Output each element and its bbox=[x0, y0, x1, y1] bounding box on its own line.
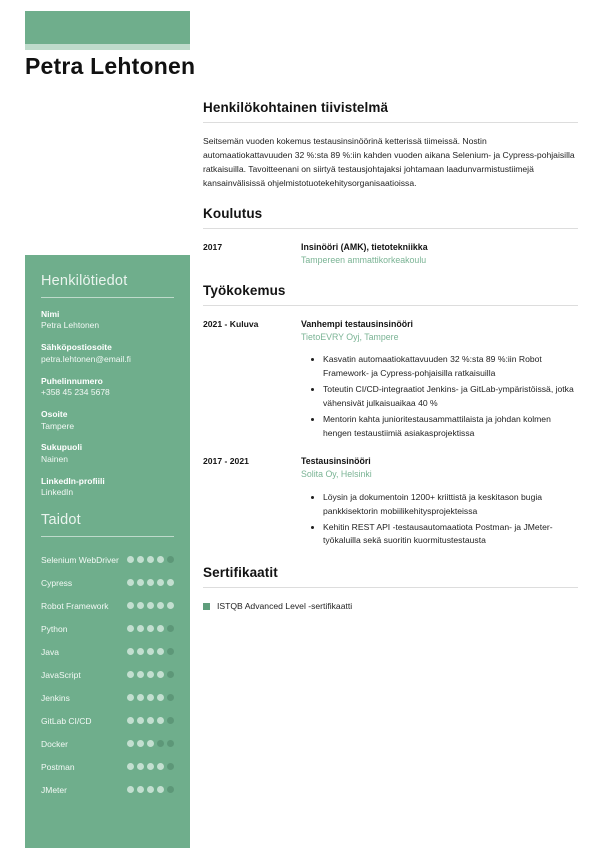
rating-dot-empty bbox=[167, 740, 174, 747]
rating-dot-filled bbox=[127, 694, 134, 701]
skill-name: Selenium WebDriver bbox=[41, 554, 119, 565]
skill-name: JMeter bbox=[41, 784, 67, 795]
sidebar bbox=[25, 255, 190, 848]
certificate-row bbox=[203, 600, 578, 613]
skill-row bbox=[41, 594, 174, 617]
skill-name: Docker bbox=[41, 738, 68, 749]
section-title-summary: Henkilökohtainen tiivistelmä bbox=[203, 100, 389, 115]
section-divider bbox=[203, 305, 578, 306]
experience-bullet: • Kasvatin automaatiokattavuuden 32 %:sta 89 %:iin Robot Framework- ja Cypress-pohjaisilla ratkaisuilla bbox=[323, 353, 578, 381]
rating-dot-filled bbox=[137, 556, 144, 563]
rating-dot-empty bbox=[167, 694, 174, 701]
detail-label: Osoite bbox=[41, 409, 68, 420]
rating-dot-filled bbox=[147, 740, 154, 747]
rating-dot-filled bbox=[127, 579, 134, 586]
skill-rating-dots bbox=[127, 648, 174, 655]
rating-dot-filled bbox=[157, 648, 164, 655]
main-content bbox=[203, 100, 578, 628]
rating-dot-empty bbox=[167, 556, 174, 563]
education-body bbox=[301, 241, 578, 268]
experience-body bbox=[301, 455, 578, 551]
rating-dot-filled bbox=[147, 694, 154, 701]
skill-rating-dots bbox=[127, 671, 174, 678]
rating-dot-filled bbox=[157, 717, 164, 724]
sidebar-skills-title: Taidot bbox=[41, 512, 81, 529]
skill-rating-dots bbox=[127, 717, 174, 724]
experience-bullet: • Löysin ja dokumentoin 1200+ kriittistä ja keskitason bugia pankkisektorin mobiilikehitysprojekteissa bbox=[323, 491, 578, 519]
detail-value[interactable]: petra.lehtonen@email.fi bbox=[41, 353, 131, 364]
rating-dot-filled bbox=[137, 648, 144, 655]
detail-label: Sukupuoli bbox=[41, 442, 83, 453]
experience-entry bbox=[203, 455, 578, 551]
experience-bullet: • Mentorin kahta junioritestausammattilaista ja johdan kolmen hengen testaustiimiä asiakasprojektissa bbox=[323, 413, 578, 441]
skill-row bbox=[41, 732, 174, 755]
rating-dot-empty bbox=[167, 648, 174, 655]
detail-value: Nainen bbox=[41, 453, 68, 464]
rating-dot-filled bbox=[137, 786, 144, 793]
rating-dot-filled bbox=[127, 717, 134, 724]
experience-bullet: • Toteutin CI/CD-integraatiot Jenkins- ja GitLab-ympäristöissä, jotka vähensivät julkaisuaikaa 40 % bbox=[323, 383, 578, 411]
skill-row bbox=[41, 778, 174, 801]
rating-dot-empty bbox=[167, 763, 174, 770]
section-divider bbox=[203, 122, 578, 123]
section-title-education: Koulutus bbox=[203, 205, 263, 221]
section-experience bbox=[203, 283, 578, 551]
header-accent-bar-light bbox=[25, 44, 190, 50]
experience-date: 2017 - 2021 bbox=[203, 455, 249, 466]
header-accent-bar bbox=[25, 11, 190, 44]
rating-dot-filled bbox=[167, 579, 174, 586]
skill-row bbox=[41, 709, 174, 732]
rating-dot-filled bbox=[137, 740, 144, 747]
skill-name: Robot Framework bbox=[41, 600, 109, 611]
skill-rating-dots bbox=[127, 556, 174, 563]
section-divider bbox=[203, 587, 578, 588]
rating-dot-filled bbox=[157, 671, 164, 678]
rating-dot-empty bbox=[167, 671, 174, 678]
detail-item-gender bbox=[41, 442, 174, 465]
skill-row bbox=[41, 640, 174, 663]
rating-dot-filled bbox=[157, 786, 164, 793]
section-certificates bbox=[203, 565, 578, 613]
skill-row bbox=[41, 548, 174, 571]
skill-rating-dots bbox=[127, 579, 174, 586]
experience-bullets bbox=[301, 491, 578, 549]
rating-dot-filled bbox=[157, 579, 164, 586]
rating-dot-filled bbox=[157, 763, 164, 770]
experience-list bbox=[203, 318, 578, 551]
skills-list bbox=[41, 548, 174, 801]
rating-dot-filled bbox=[137, 763, 144, 770]
skill-row bbox=[41, 617, 174, 640]
detail-label: Nimi bbox=[41, 309, 60, 319]
detail-label: Puhelinnumero bbox=[41, 375, 103, 386]
skill-name: GitLab CI/CD bbox=[41, 715, 92, 726]
sidebar-skills-divider bbox=[41, 536, 174, 537]
page-title: Petra Lehtonen bbox=[25, 53, 196, 79]
rating-dot-filled bbox=[157, 556, 164, 563]
experience-company: TietoEVRY Oyj, Tampere bbox=[301, 331, 399, 342]
rating-dot-filled bbox=[127, 671, 134, 678]
rating-dot-filled bbox=[137, 602, 144, 609]
rating-dot-empty bbox=[167, 786, 174, 793]
skill-row bbox=[41, 686, 174, 709]
rating-dot-empty bbox=[167, 717, 174, 724]
rating-dot-empty bbox=[167, 625, 174, 632]
rating-dot-filled bbox=[147, 786, 154, 793]
experience-company: Solita Oy, Helsinki bbox=[301, 469, 372, 480]
detail-value[interactable]: +358 45 234 5678 bbox=[41, 387, 110, 398]
section-title-experience: Työkokemus bbox=[203, 282, 286, 298]
skill-rating-dots bbox=[127, 740, 174, 747]
education-degree: Insinööri (AMK), tietotekniikka bbox=[301, 241, 428, 252]
rating-dot-filled bbox=[157, 694, 164, 701]
experience-bullets bbox=[301, 353, 578, 441]
certificate-text: ISTQB Advanced Level -sertifikaatti bbox=[217, 601, 353, 612]
rating-dot-filled bbox=[157, 602, 164, 609]
summary-text: Seitsemän vuoden kokemus testausinsinöörinä ketterissä tiimeissä. Nostin automaatiokattavuuden 32 %:sta 89 %:iin kahden vuoden aikana Selenium- ja Cypress-pohjaisilla ratkaisuilla. Tavoitteenani on siirtyä testausjohtajaksi johtamaan laadunvarmistustiimejä kansainvälisissä ohjelmistotuotekehitysorganisaatioissa. bbox=[203, 136, 575, 188]
experience-body bbox=[301, 318, 578, 443]
skill-name: JavaScript bbox=[41, 669, 81, 680]
skill-rating-dots bbox=[127, 786, 174, 793]
skill-row bbox=[41, 571, 174, 594]
detail-value: Petra Lehtonen bbox=[41, 320, 100, 331]
skill-rating-dots bbox=[127, 763, 174, 770]
skill-row bbox=[41, 663, 174, 686]
rating-dot-filled bbox=[127, 556, 134, 563]
rating-dot-filled bbox=[147, 625, 154, 632]
rating-dot-filled bbox=[147, 648, 154, 655]
section-divider bbox=[203, 228, 578, 229]
experience-role: Vanhempi testausinsinööri bbox=[301, 318, 413, 329]
sidebar-personal-divider bbox=[41, 297, 174, 298]
certificates-list bbox=[203, 600, 578, 613]
rating-dot-empty bbox=[157, 740, 164, 747]
skill-name: Java bbox=[41, 646, 59, 657]
detail-label: LinkedIn-profiili bbox=[41, 475, 105, 486]
detail-item-phone bbox=[41, 376, 174, 399]
experience-date: 2021 - Kuluva bbox=[203, 318, 259, 329]
experience-entry bbox=[203, 318, 578, 443]
section-education bbox=[203, 206, 578, 268]
rating-dot-filled bbox=[147, 763, 154, 770]
skill-name: Python bbox=[41, 623, 68, 634]
experience-bullet: • Kehitin REST API -testausautomaatiota Postman- ja JMeter-työkaluilla sekä suoritin kuormitustestausta bbox=[323, 521, 578, 549]
detail-value: Tampere bbox=[41, 420, 75, 431]
rating-dot-filled bbox=[137, 717, 144, 724]
rating-dot-filled bbox=[167, 602, 174, 609]
linkedin-link[interactable]: LinkedIn bbox=[41, 487, 74, 498]
education-institution: Tampereen ammattikorkeakoulu bbox=[301, 254, 427, 265]
rating-dot-filled bbox=[127, 740, 134, 747]
experience-role: Testausinsinööri bbox=[301, 455, 371, 466]
education-entry bbox=[203, 241, 578, 268]
skill-rating-dots bbox=[127, 625, 174, 632]
certificate-marker-icon bbox=[203, 603, 210, 610]
skill-rating-dots bbox=[127, 602, 174, 609]
rating-dot-filled bbox=[127, 602, 134, 609]
detail-item-address bbox=[41, 409, 174, 432]
rating-dot-filled bbox=[127, 763, 134, 770]
rating-dot-filled bbox=[137, 579, 144, 586]
detail-item-nimi bbox=[41, 309, 174, 332]
rating-dot-filled bbox=[127, 786, 134, 793]
skill-name: Jenkins bbox=[41, 692, 70, 703]
rating-dot-filled bbox=[127, 625, 134, 632]
entry-spacer bbox=[203, 447, 578, 455]
sidebar-personal-title: Henkilötiedot bbox=[41, 273, 128, 289]
education-date: 2017 bbox=[203, 241, 223, 252]
rating-dot-filled bbox=[137, 694, 144, 701]
rating-dot-filled bbox=[127, 648, 134, 655]
skill-name: Postman bbox=[41, 761, 75, 772]
section-summary bbox=[203, 100, 578, 191]
rating-dot-filled bbox=[147, 717, 154, 724]
skill-row bbox=[41, 755, 174, 778]
detail-item-linkedin bbox=[41, 476, 174, 499]
sidebar-skills-section bbox=[41, 512, 174, 801]
rating-dot-filled bbox=[157, 625, 164, 632]
sidebar-personal-section bbox=[41, 273, 174, 499]
rating-dot-filled bbox=[147, 556, 154, 563]
skill-rating-dots bbox=[127, 694, 174, 701]
rating-dot-filled bbox=[137, 625, 144, 632]
skill-name: Cypress bbox=[41, 577, 73, 588]
detail-label: Sähköpostiosoite bbox=[41, 342, 112, 353]
detail-item-email bbox=[41, 342, 174, 365]
rating-dot-filled bbox=[147, 602, 154, 609]
rating-dot-filled bbox=[137, 671, 144, 678]
rating-dot-filled bbox=[147, 579, 154, 586]
rating-dot-filled bbox=[147, 671, 154, 678]
section-title-certificates: Sertifikaatit bbox=[203, 565, 278, 581]
